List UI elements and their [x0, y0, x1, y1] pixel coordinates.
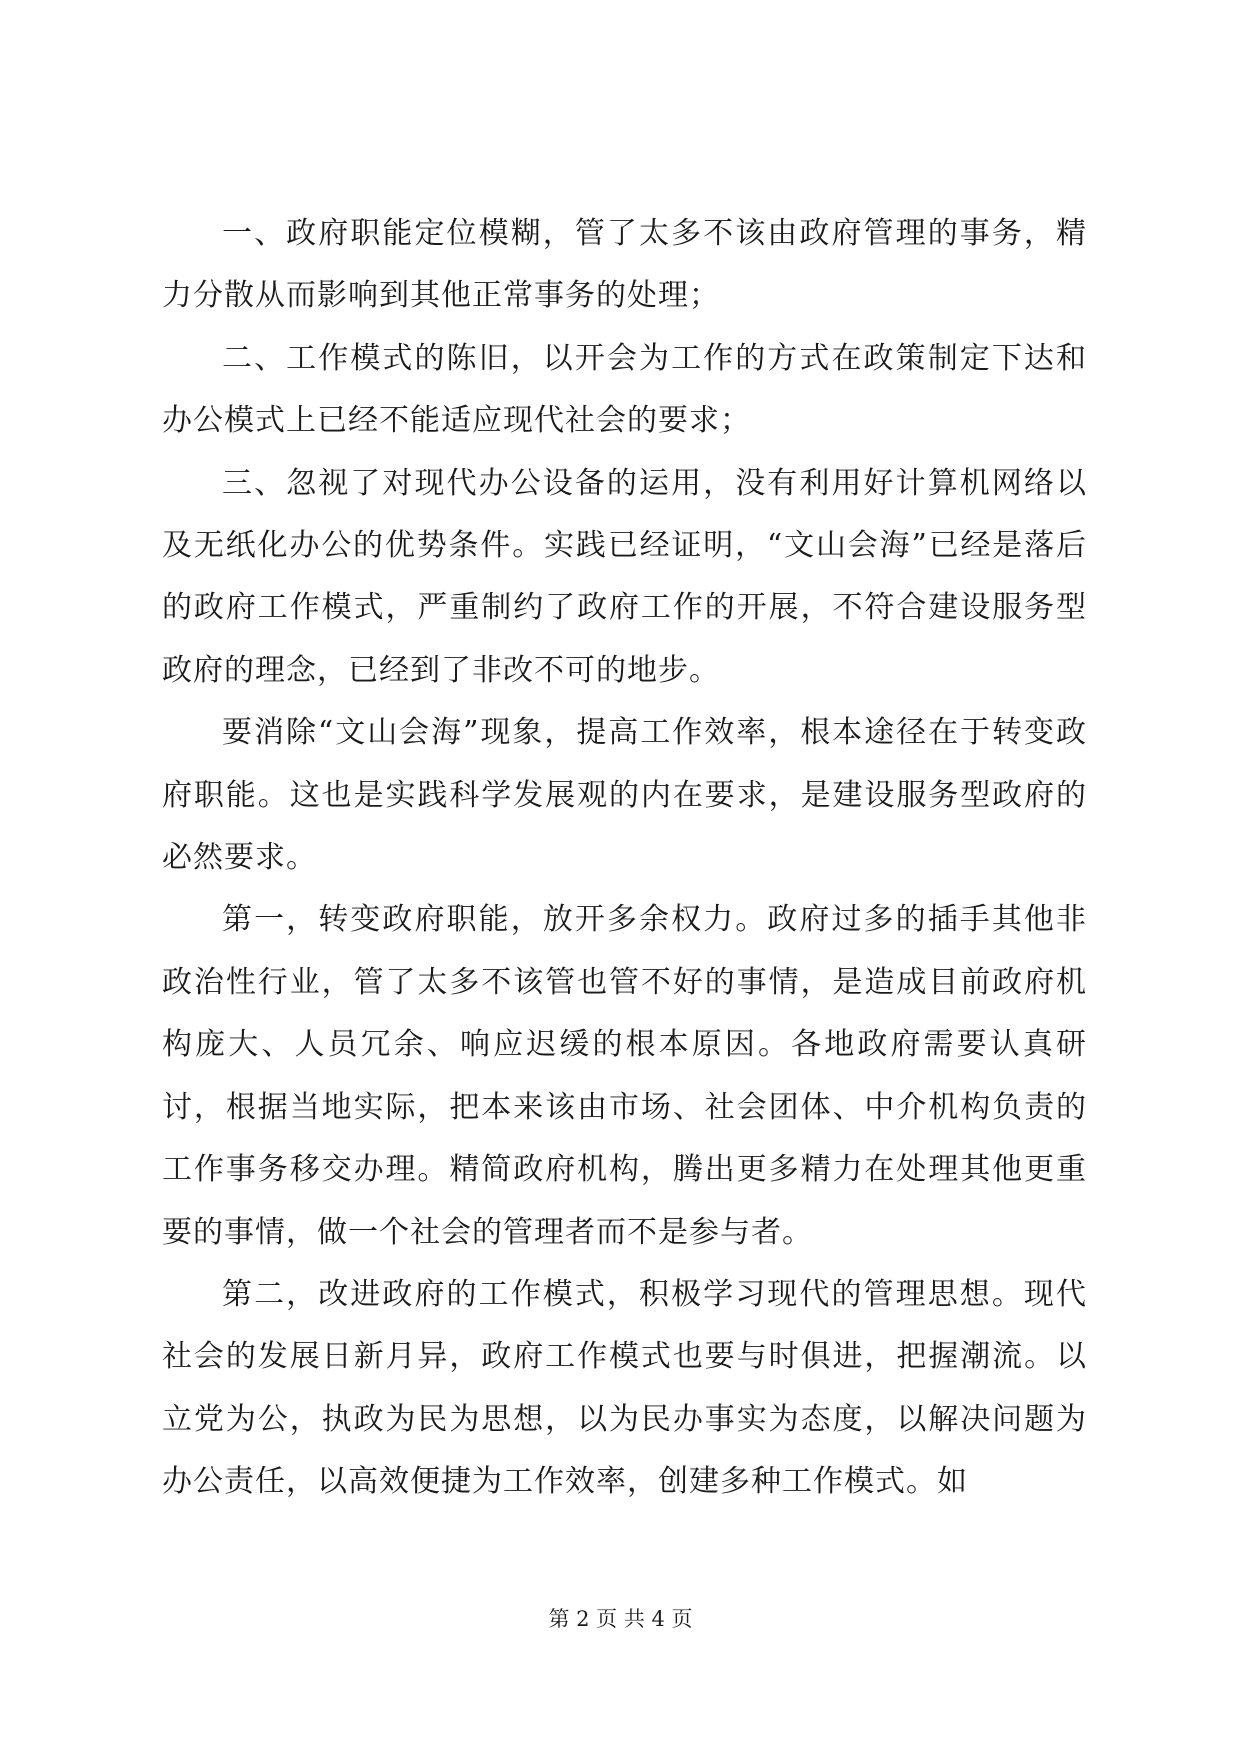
page-number-footer: 第 2 页 共 4 页	[548, 1607, 693, 1631]
paragraph-6: 第二，改进政府的工作模式，积极学习现代的管理思想。现代社会的发展日新月异，政府工作模式也要与时俱进，把握潮流。以立党为公，执政为民为思想，以为民办事实为态度，以解决问题为办公责任，以高效便捷为工作效率，创建多种工作模式。如	[162, 1276, 1087, 1500]
paragraph-4: 要消除“文山会海”现象，提高工作效率，根本途径在于转变政府职能。这也是实践科学发展观的内在要求，是建设服务型政府的必然要求。	[162, 715, 1087, 876]
paragraph-2: 二、工作模式的陈旧，以开会为工作的方式在政策制定下达和办公模式上已经不能适应现代社会的要求；	[162, 340, 1087, 439]
paragraph-3: 三、忽视了对现代办公设备的运用，没有利用好计算机网络以及无纸化办公的优势条件。实践已经证明，“文山会海”已经是落后的政府工作模式，严重制约了政府工作的开展，不符合建设服务型政府的理念，已经到了非改不可的地步。	[162, 465, 1087, 688]
document-body	[162, 203, 1087, 1514]
paragraph-1: 一、政府职能定位模糊，管了太多不该由政府管理的事务，精力分散从而影响到其他正常事务的处理；	[162, 216, 1087, 314]
paragraph-5: 第一，转变政府职能，放开多余权力。政府过多的插手其他非政治性行业，管了太多不该管也管不好的事情，是造成目前政府机构庞大、人员冗余、响应迟缓的根本原因。各地政府需要认真研讨，根据当地实际，把本来该由市场、社会团体、中介机构负责的工作事务移交办理。精简政府机构，腾出更多精力在处理其他更重要的事情，做一个社会的管理者而不是参与者。	[162, 902, 1087, 1250]
